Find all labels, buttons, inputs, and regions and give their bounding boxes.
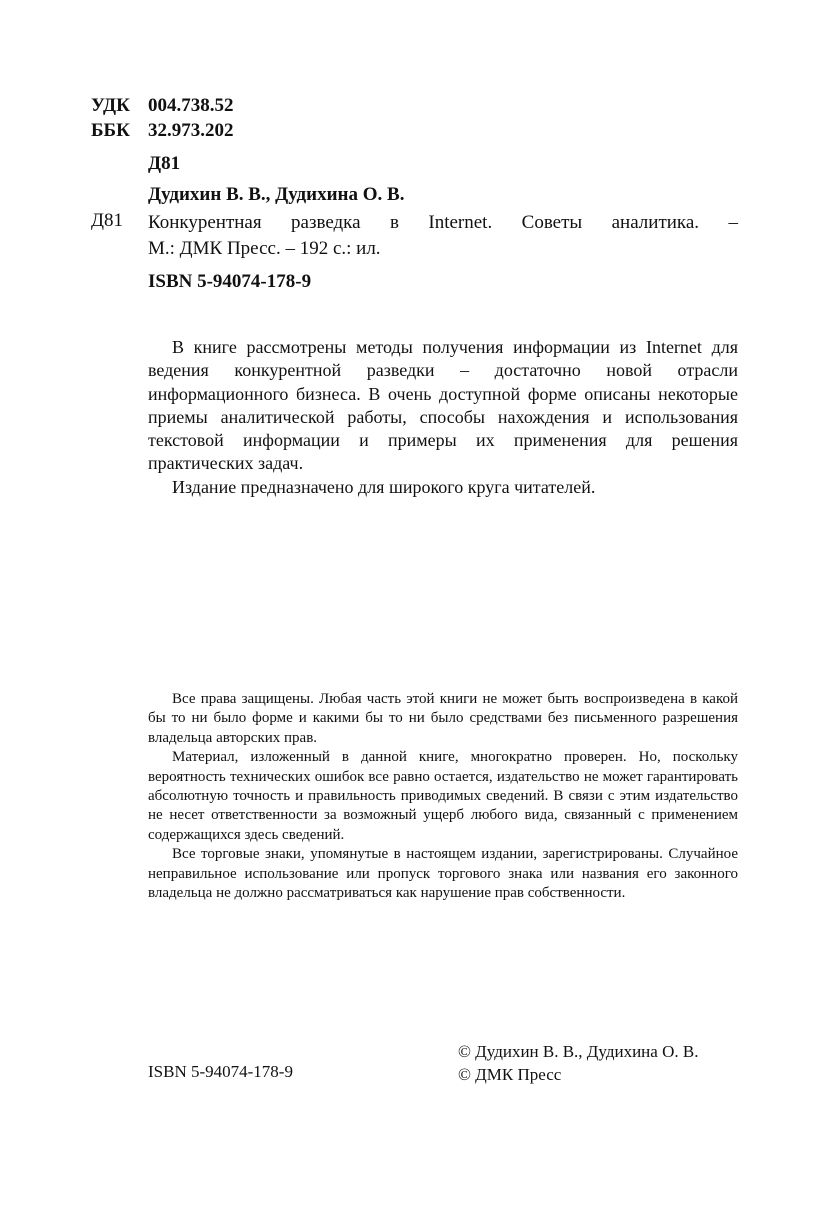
abstract <box>148 336 738 499</box>
bbk-label: ББК <box>91 120 130 141</box>
title-line-2: М.: ДМК Пресс. – 192 с.: ил. <box>148 238 381 259</box>
author-code: Д81 <box>148 153 181 174</box>
udk-value: 004.738.52 <box>148 95 234 116</box>
isbn-main: ISBN 5-94074-178-9 <box>148 271 312 292</box>
copyright-authors: © Дудихин В. В., Дудихина О. В. <box>458 1042 699 1061</box>
abstract-paragraph: В книге рассмотрены методы получения информации из Internet для ведения конкурентной разведки – достаточно новой отрасли информационного бизнеса. В очень доступной форме описаны некоторые приемы аналитической работы, способы нахождения и использования текстовой информации и примеры их применения для решения практических задач. <box>148 337 738 474</box>
side-author-code: Д81 <box>91 210 123 231</box>
abstract-paragraph: Издание предназначено для широкого круга читателей. <box>172 476 596 497</box>
isbn-footer: ISBN 5-94074-178-9 <box>148 1062 293 1081</box>
udk-label: УДК <box>91 95 130 116</box>
title-line-1: Конкурентная разведка в Internet. Советы аналитика. – <box>148 212 738 233</box>
copyright-publisher: © ДМК Пресс <box>458 1065 562 1084</box>
copyright-block <box>458 1040 698 1086</box>
rights-paragraph: Все права защищены. Любая часть этой книги не может быть воспроизведена в какой бы то ни было форме и какими бы то ни было средствами без письменного разрешения владельца авторских прав. <box>148 691 738 746</box>
rights-paragraph: Материал, изложенный в данной книге, многократно проверен. Но, поскольку вероятность технических ошибок все равно остается, издательство не может гарантировать абсолютную точность и правильность приводимых сведений. В связи с этим издательство не несет ответственности за возможный ущерб любого вида, связанный с применением содержащихся здесь сведений. <box>148 749 738 843</box>
rights-paragraph: Все торговые знаки, упомянутые в настоящем издании, зарегистрированы. Случайное неправильное использование или пропуск торгового знака или названия его законного владельца не должно рассматриваться как нарушение прав собственности. <box>148 846 738 902</box>
rights-notice <box>148 690 738 903</box>
bibliographic-description <box>148 210 738 262</box>
bbk-value: 32.973.202 <box>148 120 234 141</box>
authors: Дудихин В. В., Дудихина О. В. <box>148 184 405 205</box>
